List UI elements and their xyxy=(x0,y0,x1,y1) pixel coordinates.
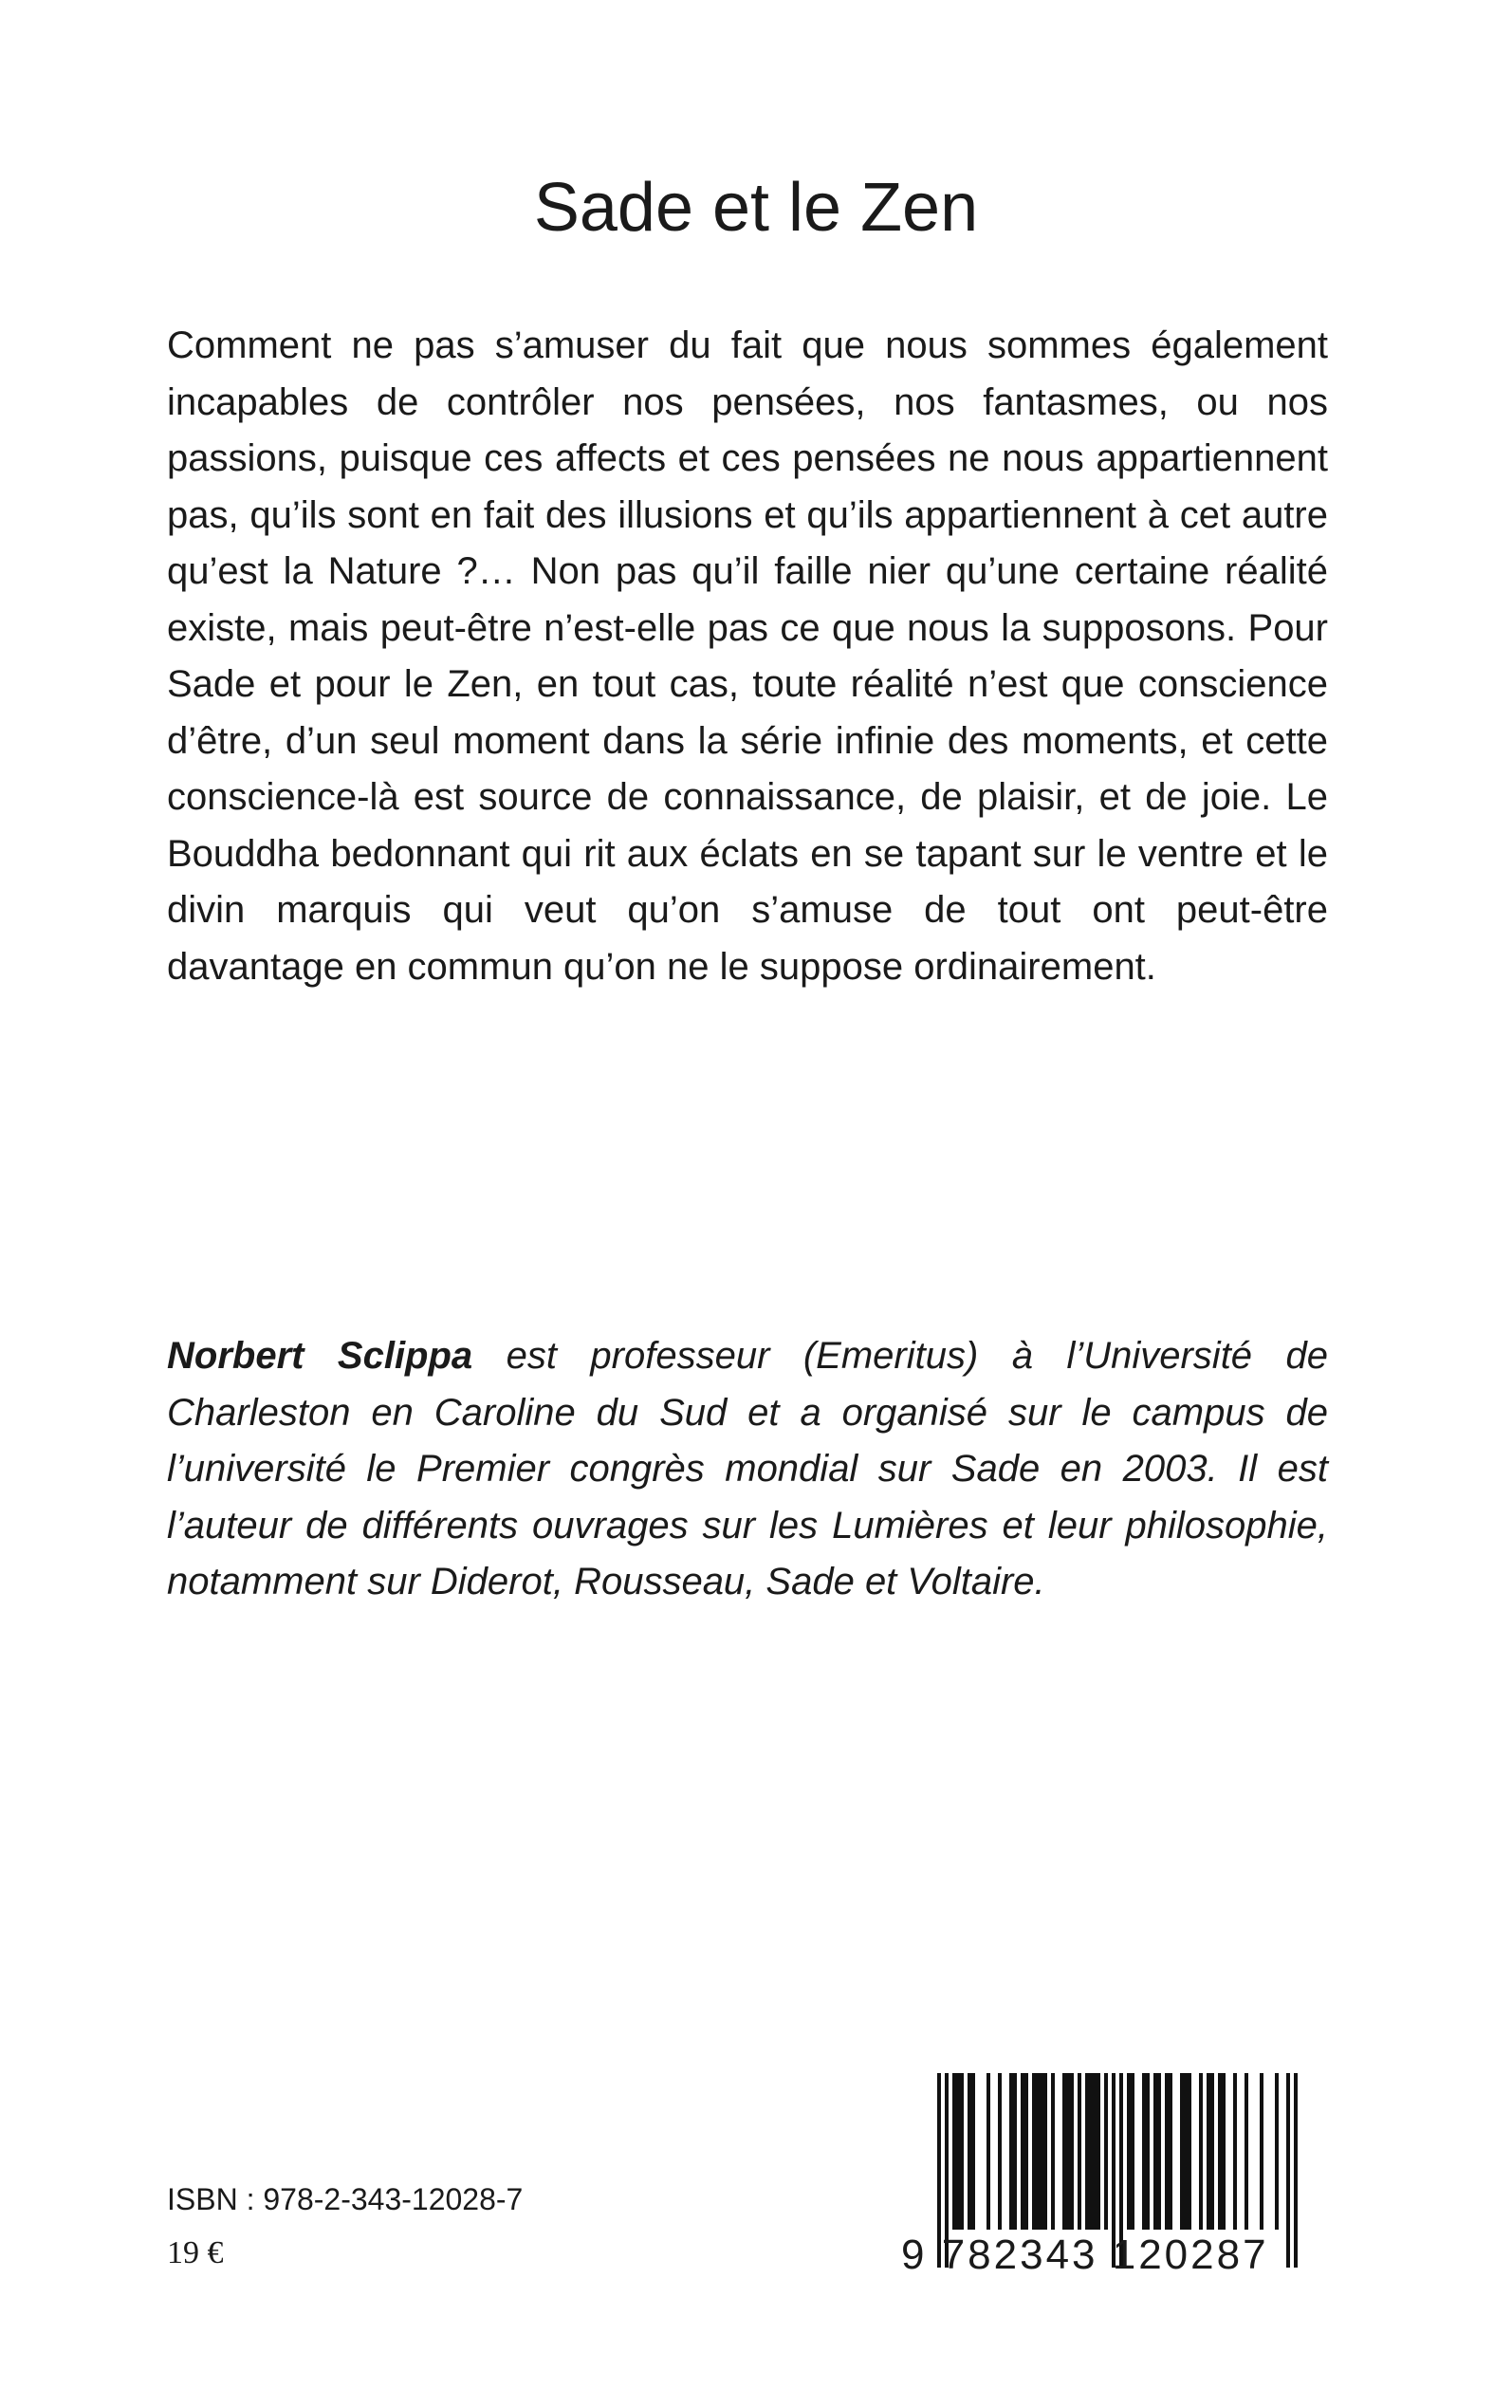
barcode-bar xyxy=(960,2073,964,2230)
barcode-bar xyxy=(1169,2073,1172,2230)
barcode-bar xyxy=(1157,2073,1161,2230)
barcode-bar xyxy=(1180,2073,1184,2230)
barcode-bar xyxy=(956,2073,960,2230)
barcode-bar xyxy=(1146,2073,1150,2230)
barcode-bar xyxy=(1222,2073,1226,2230)
barcode-digits: 9 782343 120287 xyxy=(901,2232,1269,2278)
author-bio-text: est professeur (Emeritus) à l’Université de Charleston en Caroline du Sud et a organisé sur le campus de l’université le Premier congrès mondial sur Sade en 2003. Il est l’auteur de différents ouvrages sur les Lumières et leur philosophie, notamment sur Diderot, Rousseau, Sade et Voltaire. xyxy=(167,1335,1328,1602)
barcode-bar xyxy=(971,2073,975,2230)
book-title: Sade et le Zen xyxy=(533,170,979,246)
barcode-bar xyxy=(1218,2073,1222,2230)
barcode-bar xyxy=(1013,2073,1017,2230)
barcode-bar xyxy=(1210,2073,1214,2230)
barcode-bar xyxy=(1040,2073,1043,2230)
barcode-bar xyxy=(952,2073,956,2230)
barcode-bar xyxy=(1188,2073,1191,2230)
barcode-bar xyxy=(968,2073,971,2230)
barcode-bar xyxy=(1093,2073,1097,2230)
barcode-bar xyxy=(1207,2073,1210,2230)
barcode-bar xyxy=(1260,2073,1263,2230)
barcode-bar xyxy=(1165,2073,1169,2230)
barcode-bar xyxy=(998,2073,1002,2230)
barcode-bar xyxy=(1051,2073,1055,2230)
barcode-bar xyxy=(1104,2073,1108,2230)
barcode-bar xyxy=(1043,2073,1047,2230)
barcode-bar xyxy=(1070,2073,1074,2230)
barcode-bar xyxy=(1009,2073,1013,2230)
barcode-bar xyxy=(1024,2073,1028,2230)
barcode-bar xyxy=(1275,2073,1279,2230)
isbn: ISBN : 978-2-343-12028-7 xyxy=(167,2182,524,2216)
barcode-bar xyxy=(1021,2073,1024,2230)
barcode-bar xyxy=(1127,2073,1131,2230)
barcode-bar xyxy=(986,2073,990,2230)
barcode-bar xyxy=(1085,2073,1089,2230)
author-name: Norbert Sclippa xyxy=(167,1335,473,1377)
price: 19 € xyxy=(167,2235,224,2270)
barcode-bar xyxy=(1153,2073,1157,2230)
barcode-bar xyxy=(1233,2073,1237,2230)
barcode-bar xyxy=(1245,2073,1248,2230)
barcode-bar xyxy=(1199,2073,1203,2230)
barcode-bar xyxy=(1036,2073,1040,2230)
barcode-bar xyxy=(1142,2073,1146,2230)
barcode-bar xyxy=(1032,2073,1036,2230)
barcode-bar xyxy=(1184,2073,1188,2230)
author-bio xyxy=(167,1328,1328,1611)
barcode-bar xyxy=(1089,2073,1093,2230)
barcode-bar xyxy=(1062,2073,1066,2230)
back-cover-blurb: Comment ne pas s’amuser du fait que nous sommes également incapables de contrôler nos pensées, nos fantasmes, ou nos passions, puisque ces affects et ces pensées ne nous appartiennent pas, qu’ils sont en fait des illusions et qu’ils appartiennent à cet autre qu’est la Nature ?… Non pas qu’il faille nier qu’une certaine réalité existe, mais peut-être n’est-elle pas ce que nous la supposons. Pour Sade et pour le Zen, en tout cas, toute réalité n’est que conscience d’être, d’un seul moment dans la série infinie des moments, et cette conscience-là est source de connaissance, de plaisir, et de joie. Le Bouddha bedonnant qui rit aux éclats en se tapant sur le ventre et le divin marquis qui veut qu’on s’amuse de tout ont peut-être davantage en commun qu’on ne le suppose ordinairement. xyxy=(167,324,1328,988)
barcode-bar xyxy=(1097,2073,1100,2230)
barcode-bar xyxy=(1078,2073,1081,2230)
barcode-bar xyxy=(1131,2073,1134,2230)
barcode-bar xyxy=(1066,2073,1070,2230)
